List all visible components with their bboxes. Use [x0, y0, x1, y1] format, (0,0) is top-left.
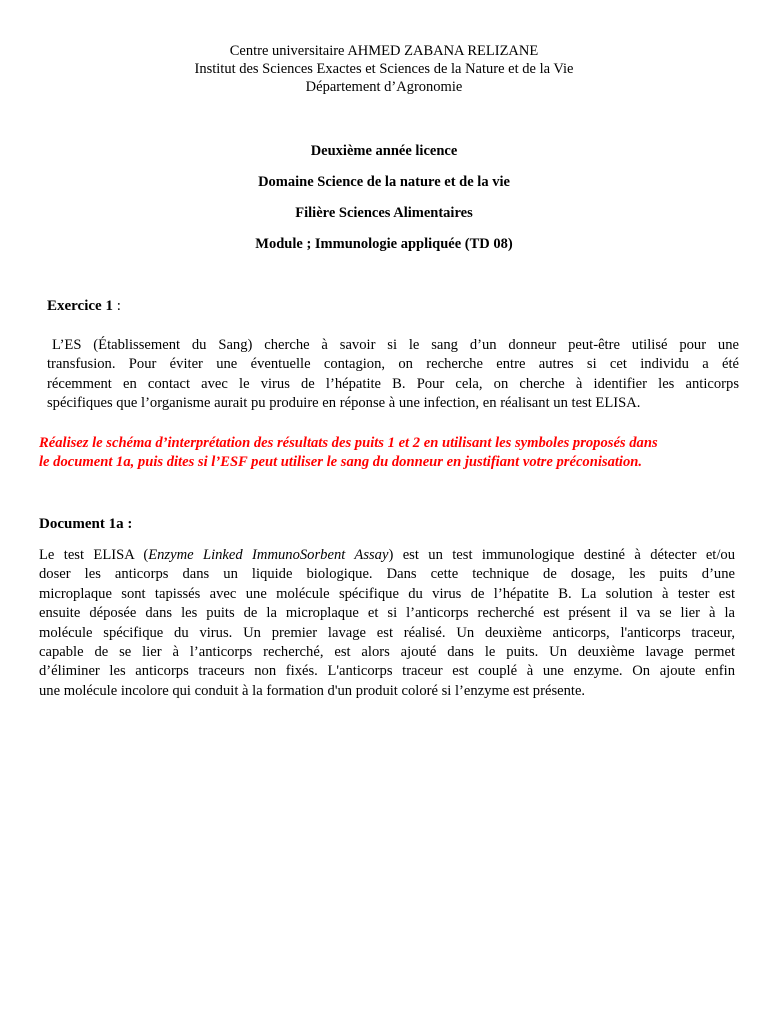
document-line: une molécule incolore qui conduit à la formation d'un produit coloré si l’enzyme est présente.: [39, 682, 586, 699]
institution-header: [0, 42, 768, 96]
exercise-title: Exercice 1: [47, 298, 113, 314]
course-field: Filière Sciences Alimentaires: [295, 205, 473, 221]
instruction-line: Réalisez le schéma d’interprétation des résultats des puits 1 et 2 en utilisant les symboles proposés dans: [39, 435, 658, 451]
document-line: d’éliminer les anticorps traceurs non fixés. L'anticorps traceur est couplé à une enzyme. On ajoute enfin: [39, 663, 735, 680]
exercise-paragraph: [47, 336, 739, 414]
exercise-line: transfusion. Pour éviter une éventuelle contagion, on recherche entre autres si cet individu a été: [47, 356, 739, 373]
exercise-line: récemment en contact avec le virus de l’hépatite B. Pour cela, on cherche à identifier les anticorps: [47, 375, 739, 392]
elisa-full-name: Enzyme Linked ImmunoSorbent Assay: [148, 547, 389, 563]
institute-name: Institut des Sciences Exactes et Sciences de la Nature et de la Vie: [194, 61, 574, 77]
department-name: Département d’Agronomie: [305, 79, 463, 95]
exercise-title-colon: :: [112, 298, 121, 314]
exercise-heading: [47, 297, 121, 315]
exercise-line: spécifiques que l’organisme aurait pu produire en réponse à une infection, en réalisant un test ELISA.: [47, 395, 641, 412]
document-line: ensuite déposée dans les puits de la microplaque et si l’anticorps recherché est présent il va se lier à la: [39, 605, 735, 622]
document-line1-start: Le test ELISA (: [39, 547, 149, 563]
document-line: [39, 546, 735, 565]
document-paragraph: [39, 546, 735, 701]
document-line1-end: ) est un test immunologique destiné à détecter et/ou: [388, 547, 735, 563]
document-line: molécule spécifique du virus. Un premier lavage est réalisé. Un deuxième anticorps, l'anticorps traceur,: [39, 624, 735, 641]
course-module: Module ; Immunologie appliquée (TD 08): [255, 236, 513, 252]
document-heading: Document 1a :: [39, 516, 133, 532]
document-line: microplaque sont tapissés avec une molécule spécifique du virus de l’hépatite B. La solution à tester est: [39, 585, 735, 602]
course-domain: Domaine Science de la nature et de la vie: [258, 174, 510, 190]
document-line: doser les anticorps dans un liquide biologique. Dans cette technique de dosage, les puits d’une: [39, 566, 735, 583]
exercise-instruction: [39, 434, 754, 472]
document-line: capable de se lier à l’anticorps recherché, est alors ajouté dans le puits. Un deuxième lavage permet: [39, 644, 735, 661]
exercise-line: L’ES (Établissement du Sang) cherche à savoir si le sang d’un donneur peut-être utilisé pour une: [52, 337, 739, 353]
instruction-line: le document 1a, puis dites si l’ESF peut utiliser le sang du donneur en justifiant votre préconisation.: [39, 454, 643, 470]
course-year: Deuxième année licence: [310, 143, 458, 159]
university-name: Centre universitaire AHMED ZABANA RELIZANE: [229, 43, 539, 59]
